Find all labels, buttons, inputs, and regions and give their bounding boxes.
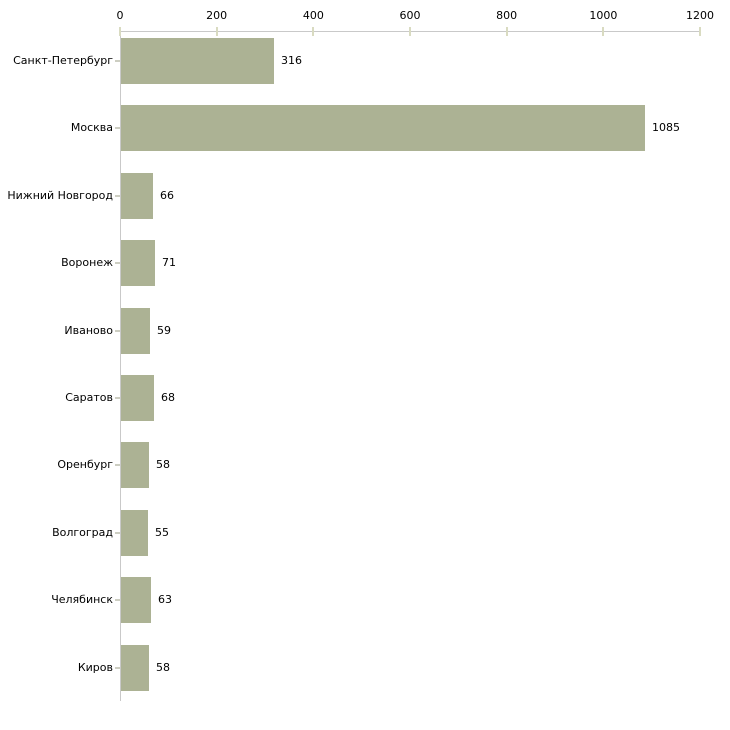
x-axis-tick-label: 400 (302, 9, 324, 22)
x-axis-tick-label: 0 (116, 9, 124, 22)
category-label: Челябинск (51, 593, 113, 606)
value-label: 63 (158, 593, 172, 606)
bar (121, 38, 274, 84)
x-axis-tick-label: 600 (399, 9, 421, 22)
category-label: Воронеж (61, 256, 113, 269)
x-axis-tick-mark (216, 27, 218, 36)
bar (121, 510, 148, 556)
x-axis-tick-mark (699, 27, 701, 36)
x-axis-tick-label: 200 (206, 9, 228, 22)
bar (121, 173, 153, 219)
value-label: 58 (156, 661, 170, 674)
bar (121, 105, 645, 151)
y-axis-tick-mark (115, 60, 120, 62)
value-label: 71 (162, 256, 176, 269)
x-axis-tick-mark (312, 27, 314, 36)
y-axis-tick-mark (115, 464, 120, 466)
value-label: 1085 (652, 121, 680, 134)
y-axis-tick-mark (115, 330, 120, 332)
value-label: 316 (281, 54, 302, 67)
y-axis-tick-mark (115, 599, 120, 601)
value-label: 55 (155, 526, 169, 539)
x-axis-tick-mark (506, 27, 508, 36)
category-label: Санкт-Петербург (13, 54, 113, 67)
value-label: 66 (160, 189, 174, 202)
y-axis-tick-mark (115, 532, 120, 534)
category-label: Иваново (64, 324, 113, 337)
bar (121, 645, 149, 691)
value-label: 68 (161, 391, 175, 404)
x-axis-tick-mark (409, 27, 411, 36)
y-axis-tick-mark (115, 127, 120, 129)
bar (121, 577, 151, 623)
category-label: Киров (77, 661, 113, 674)
category-label: Оренбург (57, 458, 113, 471)
value-label: 58 (156, 458, 170, 471)
bar (121, 308, 150, 354)
bar (121, 375, 154, 421)
y-axis-tick-mark (115, 667, 120, 669)
category-label: Волгоград (52, 526, 113, 539)
x-axis-tick-label: 800 (496, 9, 518, 22)
y-axis-tick-mark (115, 262, 120, 264)
x-axis-tick-label: 1000 (589, 9, 618, 22)
x-axis-tick-mark (119, 27, 121, 36)
bar (121, 240, 155, 286)
y-axis-tick-mark (115, 195, 120, 197)
x-axis-tick-label: 1200 (686, 9, 714, 22)
x-axis-tick-mark (602, 27, 604, 36)
category-label: Нижний Новгород (7, 189, 113, 202)
value-label: 59 (157, 324, 171, 337)
category-label: Москва (70, 121, 113, 134)
category-label: Саратов (65, 391, 113, 404)
bar (121, 442, 149, 488)
y-axis-tick-mark (115, 397, 120, 399)
